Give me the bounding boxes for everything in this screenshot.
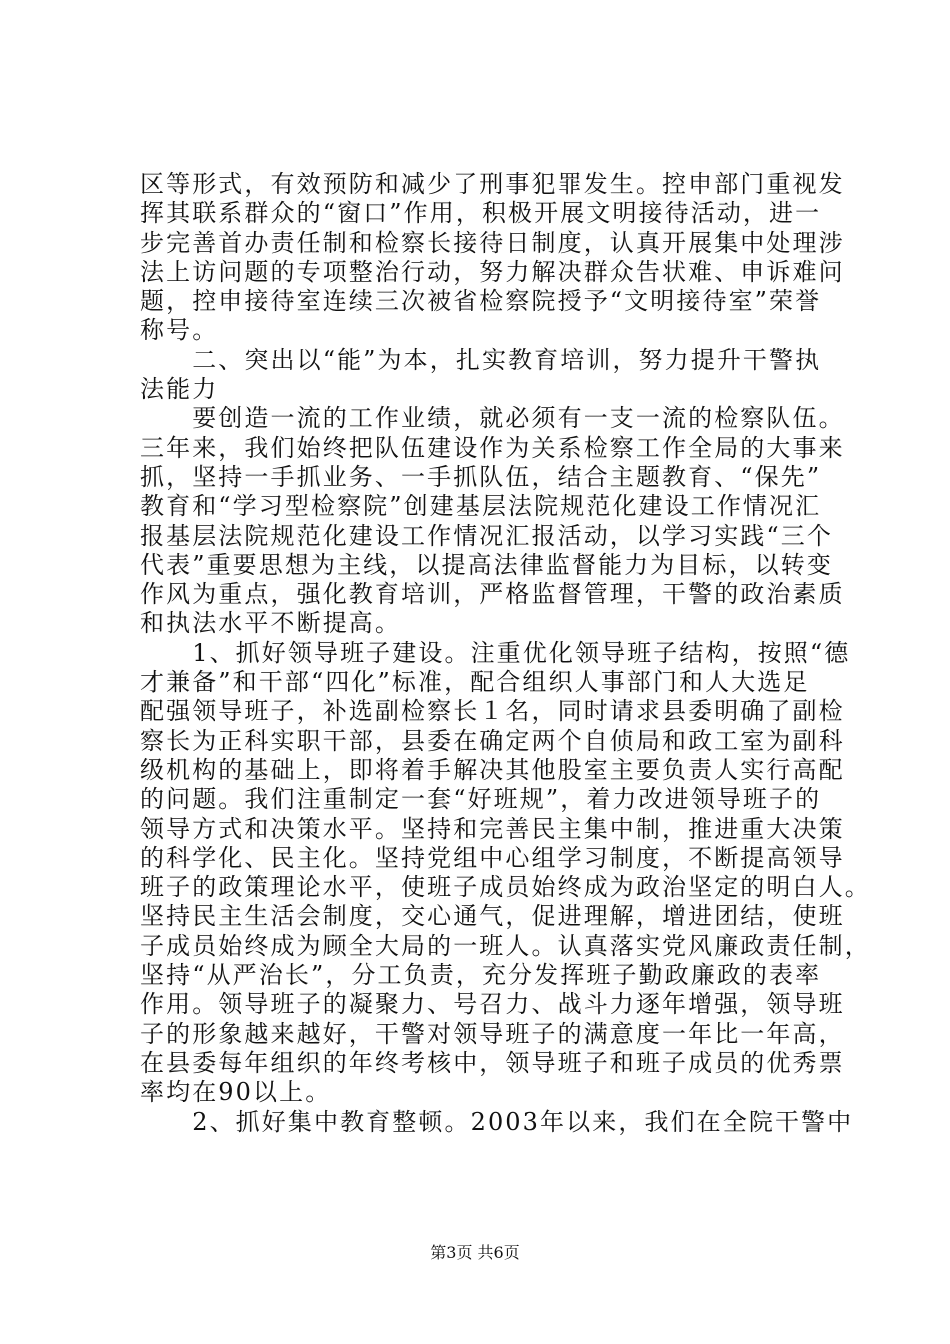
text-line: 作用。领导班子的凝聚力、号召力、战斗力逐年增强，领导班 [140, 990, 845, 1019]
text-line: 的问题。我们注重制定一套“好班规”，着力改进领导班子的 [140, 785, 822, 814]
text-line: 作风为重点，强化教育培训，严格监督管理，干警的政治素质 [140, 580, 845, 609]
text-line: 教育和“学习型检察院”创建基层法院规范化建设工作情况汇 [140, 492, 822, 521]
text-line: 区等形式，有效预防和减少了刑事犯罪发生。控申部门重视发 [140, 170, 845, 198]
document-body [140, 170, 871, 1137]
text-line: 报基层法院规范化建设工作情况汇报活动，以学习实践“三个 [140, 521, 833, 550]
text-line: 才兼备”和干部“四化”标准，配合组织人事部门和人大选足 [140, 668, 810, 697]
text-line: 率均在90以上。 [140, 1078, 332, 1107]
text-line: 步完善首办责任制和检察长接待日制度，认真开展集中处理涉 [140, 228, 845, 257]
text-line: 在县委每年组织的年终考核中，领导班子和班子成员的优秀票 [140, 1048, 845, 1077]
text-line: 领导方式和决策水平。坚持和完善民主集中制，推进重大决策 [140, 814, 845, 843]
text-line: 三年来，我们始终把队伍建设作为关系检察工作全局的大事来 [140, 433, 845, 462]
text-line: 代表”重要思想为主线，以提高法律监督能力为目标，以转变 [140, 550, 833, 579]
text-line: 察长为正科实职干部，县委在确定两个自侦局和政工室为副科 [140, 726, 845, 755]
text-line: 子成员始终成为顾全大局的一班人。认真落实党风廉政责任制， [140, 931, 871, 960]
page-footer: 第3页 共6页 [430, 1243, 520, 1262]
text-line: 班子的政策理论水平，使班子成员始终成为政治坚定的明白人。 [140, 873, 871, 902]
text-line: 1、抓好领导班子建设。注重优化领导班子结构，按照“德 [140, 638, 851, 667]
text-line: 法能力 [140, 375, 219, 404]
text-line: 子的形象越来越好，干警对领导班子的满意度一年比一年高， [140, 1019, 845, 1048]
text-line: 挥其联系群众的“窗口”作用，积极开展文明接待活动，进一 [140, 199, 822, 228]
text-line: 要创造一流的工作业绩，就必须有一支一流的检察队伍。 [140, 404, 845, 433]
text-line: 题，控申接待室连续三次被省检察院授予“文明接待室”荣誉 [140, 287, 822, 316]
text-line: 2、抓好集中教育整顿。2003年以来，我们在全院干警中 [140, 1107, 854, 1136]
text-line: 坚持民主生活会制度，交心通气，促进理解，增进团结，使班 [140, 902, 845, 931]
text-line: 的科学化、民主化。坚持党组中心组学习制度，不断提高领导 [140, 843, 845, 872]
text-line: 抓，坚持一手抓业务、一手抓队伍，结合主题教育、“保先” [140, 462, 822, 491]
text-line: 配强领导班子，补选副检察长１名，同时请求县委明确了副检 [140, 697, 845, 726]
text-line: 和执法水平不断提高。 [140, 609, 401, 638]
text-line: 法上访问题的专项整治行动，努力解决群众告状难、申诉难问 [140, 257, 845, 286]
text-line: 二、突出以“能”为本，扎实教育培训，努力提升干警执 [140, 345, 822, 374]
text-line: 级机构的基础上，即将着手解决其他股室主要负责人实行高配 [140, 755, 845, 784]
text-line: 坚持“从严治长”，分工负责，充分发挥班子勤政廉政的表率 [140, 961, 822, 990]
text-line: 称号。 [140, 316, 219, 345]
